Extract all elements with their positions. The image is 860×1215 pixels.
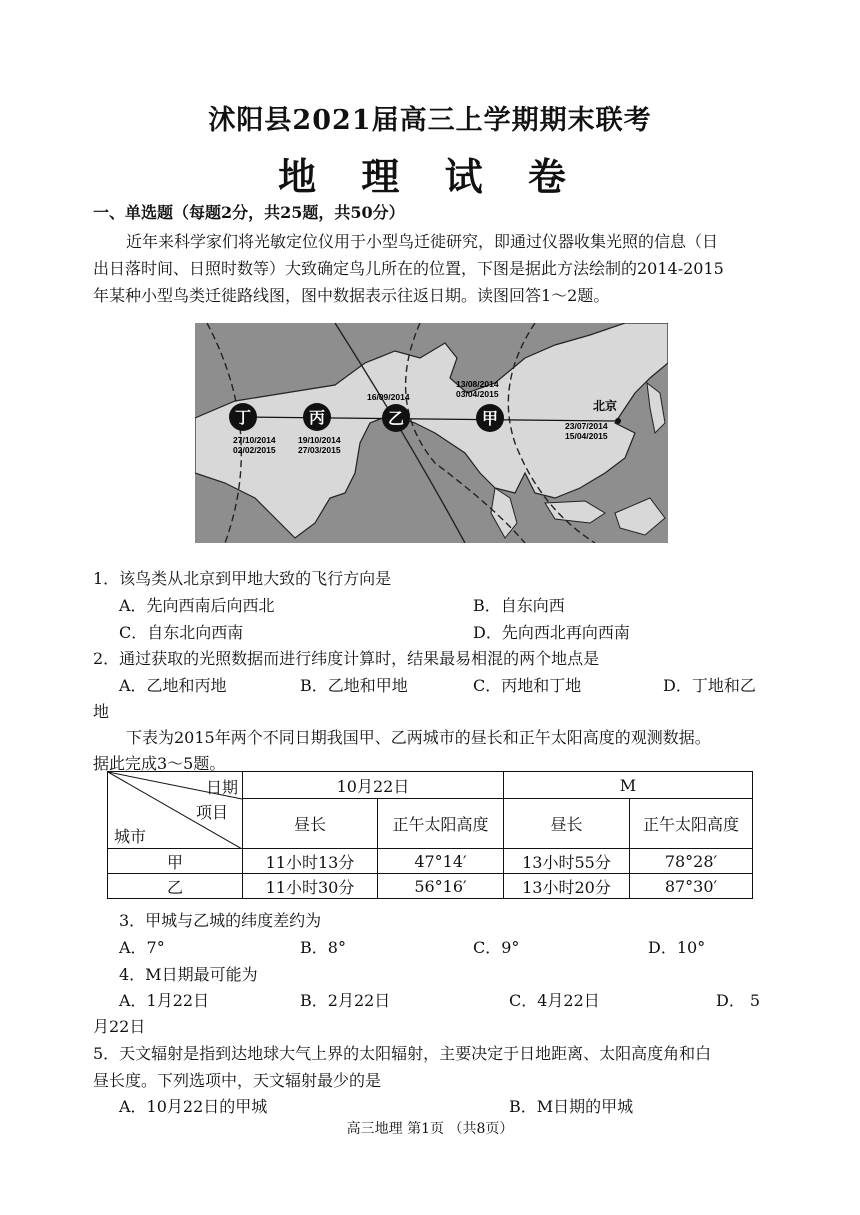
row-cell: 11小时13分 (243, 849, 378, 874)
station-ding-label: 丁 (234, 408, 252, 427)
beijing-date-2: 15/04/2015 (565, 431, 608, 441)
station-yi-label: 乙 (387, 409, 405, 428)
q3-option-d: D．10° (648, 938, 706, 957)
q3-option-a: A．7° (119, 938, 165, 957)
q2-option-a: A．乙地和丙地 (119, 676, 227, 695)
q2-stem: 2．通过获取的光照数据而进行纬度计算时，结果最易相混的两个地点是 (93, 649, 600, 668)
intro-line-2: 出日落时间、日照时数等）大致确定鸟儿所在的位置，下图是据此方法绘制的2014-2015 (93, 259, 724, 278)
q5-option-a: A．10月22日的甲城 (119, 1097, 268, 1116)
jia-date-2: 03/04/2015 (456, 389, 499, 399)
date2-header: M (504, 772, 753, 799)
q1-option-a: A．先向西南后向西北 (119, 596, 275, 615)
row-cell: 13小时55分 (504, 849, 630, 874)
section-heading: 一、单选题（每题2分，共25题，共50分） (93, 203, 405, 222)
row-cell: 47°14′ (378, 849, 504, 874)
q4-option-a: A．1月22日 (119, 991, 210, 1010)
row-cell: 11小时30分 (243, 874, 378, 899)
q1-option-c: C．自东北向西南 (119, 623, 244, 642)
row-city: 乙 (108, 874, 243, 899)
q4-option-d-wrap: 月22日 (93, 1017, 146, 1036)
q1-stem: 1．该鸟类从北京到甲地大致的飞行方向是 (93, 569, 392, 588)
q3-option-c: C．9° (473, 938, 520, 957)
q5-option-b: B．M日期的甲城 (509, 1097, 634, 1116)
corner-date-label: 日期 (205, 778, 238, 797)
q2-option-b: B．乙地和甲地 (300, 676, 408, 695)
station-yi (382, 404, 410, 432)
row-cell: 78°28′ (630, 849, 753, 874)
corner-item-label: 项目 (196, 803, 229, 822)
row-cell: 13小时20分 (504, 874, 630, 899)
date1-header: 10月22日 (243, 772, 504, 799)
beijing-point (615, 418, 621, 424)
table-row (108, 874, 753, 899)
col-sunheight-1: 正午太阳高度 (378, 799, 504, 849)
data-table (107, 771, 753, 899)
table-corner-cell (108, 772, 243, 849)
migration-map (195, 323, 668, 543)
col-daylength-2: 昼长 (504, 799, 630, 849)
q1-option-d: D．先向西北再向西南 (473, 623, 630, 642)
intro-line-1: 近年来科学家们将光敏定位仪用于小型鸟迁徙研究，即通过仪器收集光照的信息（日 (126, 232, 719, 251)
q1-option-b: B．自东向西 (473, 596, 565, 615)
jia-date-1: 13/08/2014 (456, 379, 499, 389)
q4-option-c: C．4月22日 (509, 991, 600, 1010)
ding-date-2: 02/02/2015 (233, 445, 276, 455)
page-footer: 高三地理 第1页 （共8页） (346, 1121, 514, 1137)
bing-date-1: 19/10/2014 (298, 435, 341, 445)
station-jia-label: 甲 (481, 409, 499, 428)
station-bing-label: 丙 (308, 408, 326, 427)
q5-stem-1: 5．天文辐射是指到达地球大气上界的太阳辐射，主要决定于日地距离、太阳高度角和白 (93, 1044, 712, 1063)
exam-subtitle: 地 理 试 卷 (278, 154, 582, 199)
beijing-label: 北京 (593, 399, 618, 413)
col-sunheight-2: 正午太阳高度 (630, 799, 753, 849)
station-jia (476, 404, 504, 432)
col-daylength-1: 昼长 (243, 799, 378, 849)
intro2-line-1: 下表为2015年两个不同日期我国甲、乙两城市的昼长和正午太阳高度的观测数据。 (126, 728, 711, 747)
table-row (108, 849, 753, 874)
yi-date-1: 16/09/2014 (367, 392, 410, 402)
station-bing (303, 403, 331, 431)
q2-option-d: D．丁地和乙 (663, 676, 756, 695)
row-cell: 56°16′ (378, 874, 504, 899)
q3-stem: 3．甲城与乙城的纬度差约为 (119, 911, 322, 930)
exam-title: 沭阳县2021届高三上学期期末联考 (208, 105, 652, 136)
bing-date-2: 27/03/2015 (298, 445, 341, 455)
q4-stem: 4．M日期最可能为 (119, 965, 258, 984)
q4-option-d: D． 5 (716, 991, 761, 1010)
station-ding (229, 403, 257, 431)
row-cell: 87°30′ (630, 874, 753, 899)
q2-option-d-wrap: 地 (93, 702, 110, 721)
q3-option-b: B．8° (300, 938, 346, 957)
beijing-date-1: 23/07/2014 (565, 421, 608, 431)
q5-stem-2: 昼长度。下列选项中，天文辐射最少的是 (93, 1071, 382, 1090)
intro-line-3: 年某种小型鸟类迁徙路线图，图中数据表示往返日期。读图回答1～2题。 (93, 286, 610, 305)
ding-date-1: 27/10/2014 (233, 435, 276, 445)
corner-city-label: 城市 (114, 827, 147, 846)
q4-option-b: B．2月22日 (300, 991, 391, 1010)
q2-option-c: C．丙地和丁地 (473, 676, 582, 695)
row-city: 甲 (108, 849, 243, 874)
intro2-line-2: 据此完成3～5题。 (93, 754, 226, 773)
